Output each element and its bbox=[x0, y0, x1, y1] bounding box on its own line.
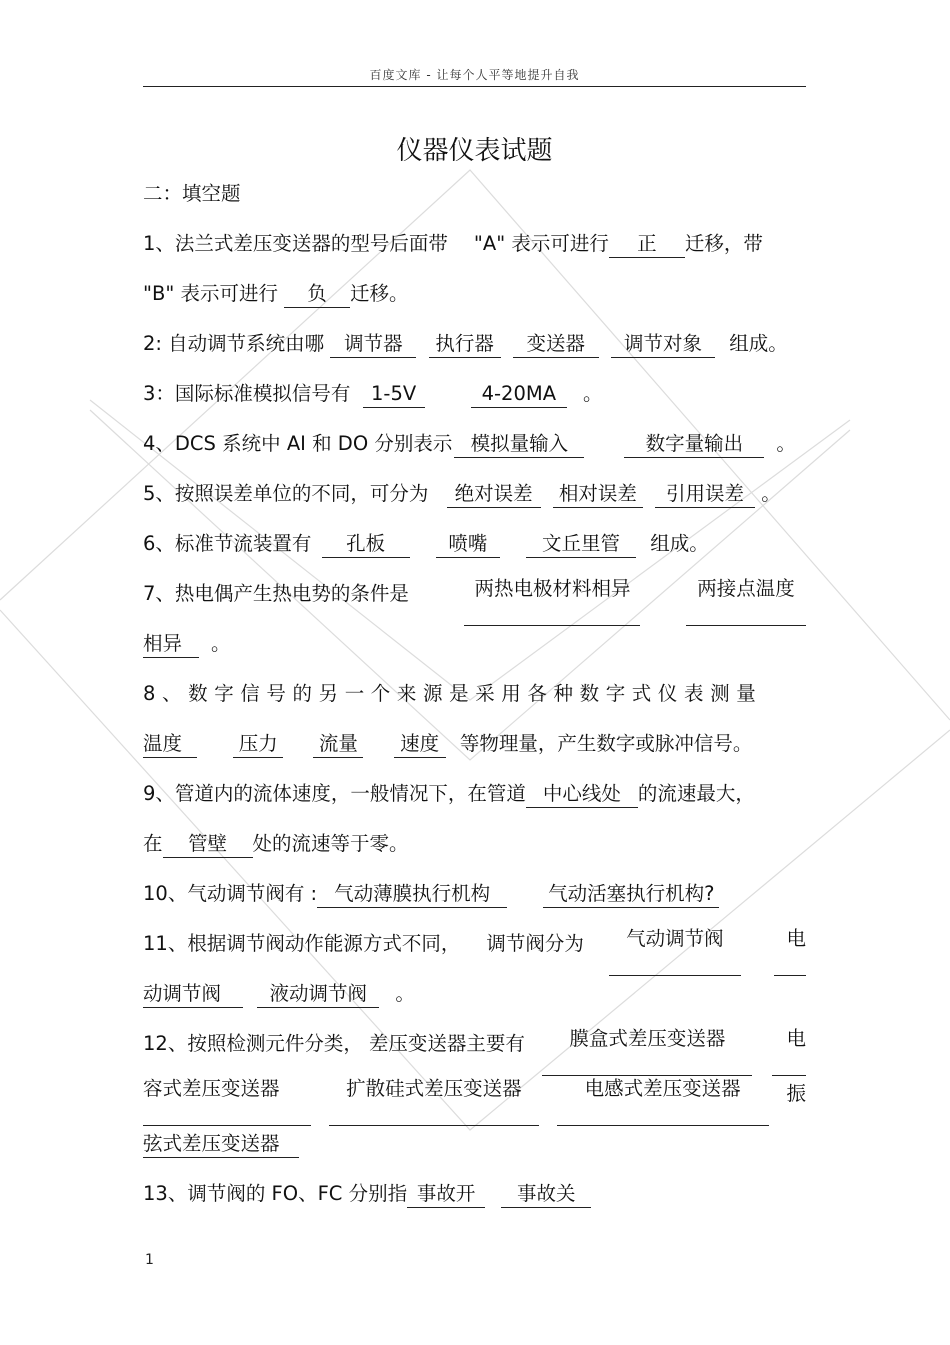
answer-blank: 管壁 bbox=[163, 831, 253, 858]
answer-blank: 液动调节阀 bbox=[257, 981, 379, 1008]
question-list bbox=[143, 176, 806, 1226]
answer-blank: 流量 bbox=[313, 731, 363, 758]
header-rule bbox=[143, 86, 806, 87]
answer-blank: 正 bbox=[609, 231, 685, 258]
answer-blank: 数字量输出 bbox=[624, 431, 764, 458]
question-1-line-1: 1、法兰式差压变送器的型号后面带 "A" 表示可进行 正 迁移，带 bbox=[143, 226, 806, 276]
answer-blank: 变送器 bbox=[513, 331, 599, 358]
answer-blank: 4-20MA bbox=[471, 381, 567, 408]
answer-blank: 绝对误差 bbox=[447, 481, 541, 508]
answer-blank: 引用误差 bbox=[655, 481, 755, 508]
answer-fragment: 振 bbox=[786, 1082, 806, 1105]
page-number: 1 bbox=[145, 1252, 154, 1268]
document-title: 仪器仪表试题 bbox=[396, 136, 553, 166]
question-12-line-1: 12、按照检测元件分类， 差压变送器主要有 膜盒式差压变送器 电 bbox=[143, 1026, 806, 1076]
answer-blank: 模拟量输入 bbox=[454, 431, 584, 458]
question-4: 4、DCS 系统中 AI 和 DO 分别表示 模拟量输入 数字量输出 。 bbox=[143, 426, 806, 476]
question-10: 10、气动调节阀有 : 气动薄膜执行机构 气动活塞执行机构? bbox=[143, 876, 806, 926]
question-12-line-3 bbox=[143, 1126, 806, 1176]
answer-blank: 气动薄膜执行机构 bbox=[317, 881, 507, 908]
answer-blank: 相对误差 bbox=[553, 481, 643, 508]
answer-blank: 电感式差压变送器 bbox=[557, 1076, 769, 1126]
answer-blank: 喷嘴 bbox=[436, 531, 500, 558]
answer-blank: 相异 bbox=[143, 631, 199, 658]
answer-blank: 容式差压变送器 bbox=[143, 1076, 311, 1126]
page-header: 百度文库 - 让每个人平等地提升自我 bbox=[369, 68, 580, 82]
answer-blank: 膜盒式差压变送器 bbox=[542, 1026, 752, 1076]
answer-blank: 温度 bbox=[143, 731, 197, 758]
answer-blank: 压力 bbox=[233, 731, 283, 758]
question-2: 2: 自动调节系统由哪 调节器 执行器 变送器 调节对象 组成。 bbox=[143, 326, 806, 376]
answer-blank: 孔板 bbox=[322, 531, 410, 558]
answer-blank: 两热电极材料相异 bbox=[464, 576, 640, 626]
answer-blank: 1-5V bbox=[363, 381, 425, 408]
answer-blank: 动调节阀 bbox=[143, 981, 243, 1008]
question-7-line-2: 相异 。 bbox=[143, 626, 806, 676]
question-7-line-1: 7、热电偶产生热电势的条件是 两热电极材料相异 两接点温度 bbox=[143, 576, 806, 626]
answer-blank: 气动活塞执行机构? bbox=[543, 881, 719, 908]
answer-blank: 弦式差压变送器 bbox=[143, 1131, 299, 1158]
question-8-line-1: 8、数字信号的另一个来源是采用各种数字式仪表测量 bbox=[143, 682, 763, 705]
answer-blank: 事故关 bbox=[501, 1181, 591, 1208]
answer-blank: 扩散硅式差压变送器 bbox=[329, 1076, 539, 1126]
answer-blank: 负 bbox=[284, 281, 350, 308]
question-8-line-2: 温度 压力 流量 速度 等物理量，产生数字或脉冲信号。 bbox=[143, 726, 806, 776]
answer-blank: 两接点温度 bbox=[686, 576, 806, 626]
answer-blank: 速度 bbox=[394, 731, 446, 758]
answer-blank: 调节对象 bbox=[611, 331, 715, 358]
answer-blank: 执行器 bbox=[429, 331, 501, 358]
answer-blank: 中心线处 bbox=[526, 781, 638, 808]
question-6: 6、标准节流装置有 孔板 喷嘴 文丘里管 组成。 bbox=[143, 526, 806, 576]
answer-blank: 文丘里管 bbox=[526, 531, 636, 558]
question-3: 3：国际标准模拟信号有 1-5V 4-20MA 。 bbox=[143, 376, 806, 426]
question-9-line-2: 在 管壁 处的流速等于零。 bbox=[143, 826, 806, 876]
answer-blank: 电 bbox=[772, 1026, 806, 1076]
question-9-line-1: 9、管道内的流体速度，一般情况下，在管道 中心线处 的流速最大， bbox=[143, 776, 806, 826]
question-11-line-2: 动调节阀 液动调节阀 。 bbox=[143, 976, 806, 1026]
answer-blank: 电 bbox=[774, 926, 806, 976]
answer-blank: 气动调节阀 bbox=[609, 926, 741, 976]
answer-blank: 事故开 bbox=[407, 1181, 485, 1208]
answer-blank: 调节器 bbox=[330, 331, 416, 358]
section-heading: 二：填空题 bbox=[143, 182, 241, 205]
question-5: 5、按照误差单位的不同，可分为 绝对误差 相对误差 引用误差 。 bbox=[143, 476, 806, 526]
question-1-line-2: "B" 表示可进行 负 迁移。 bbox=[143, 276, 806, 326]
question-12-line-2 bbox=[143, 1076, 806, 1126]
question-11-line-1: 11、根据调节阀动作能源方式不同， 调节阀分为 气动调节阀 电 bbox=[143, 926, 806, 976]
question-13: 13、调节阀的 FO、FC 分别指 事故开 事故关 bbox=[143, 1176, 806, 1226]
